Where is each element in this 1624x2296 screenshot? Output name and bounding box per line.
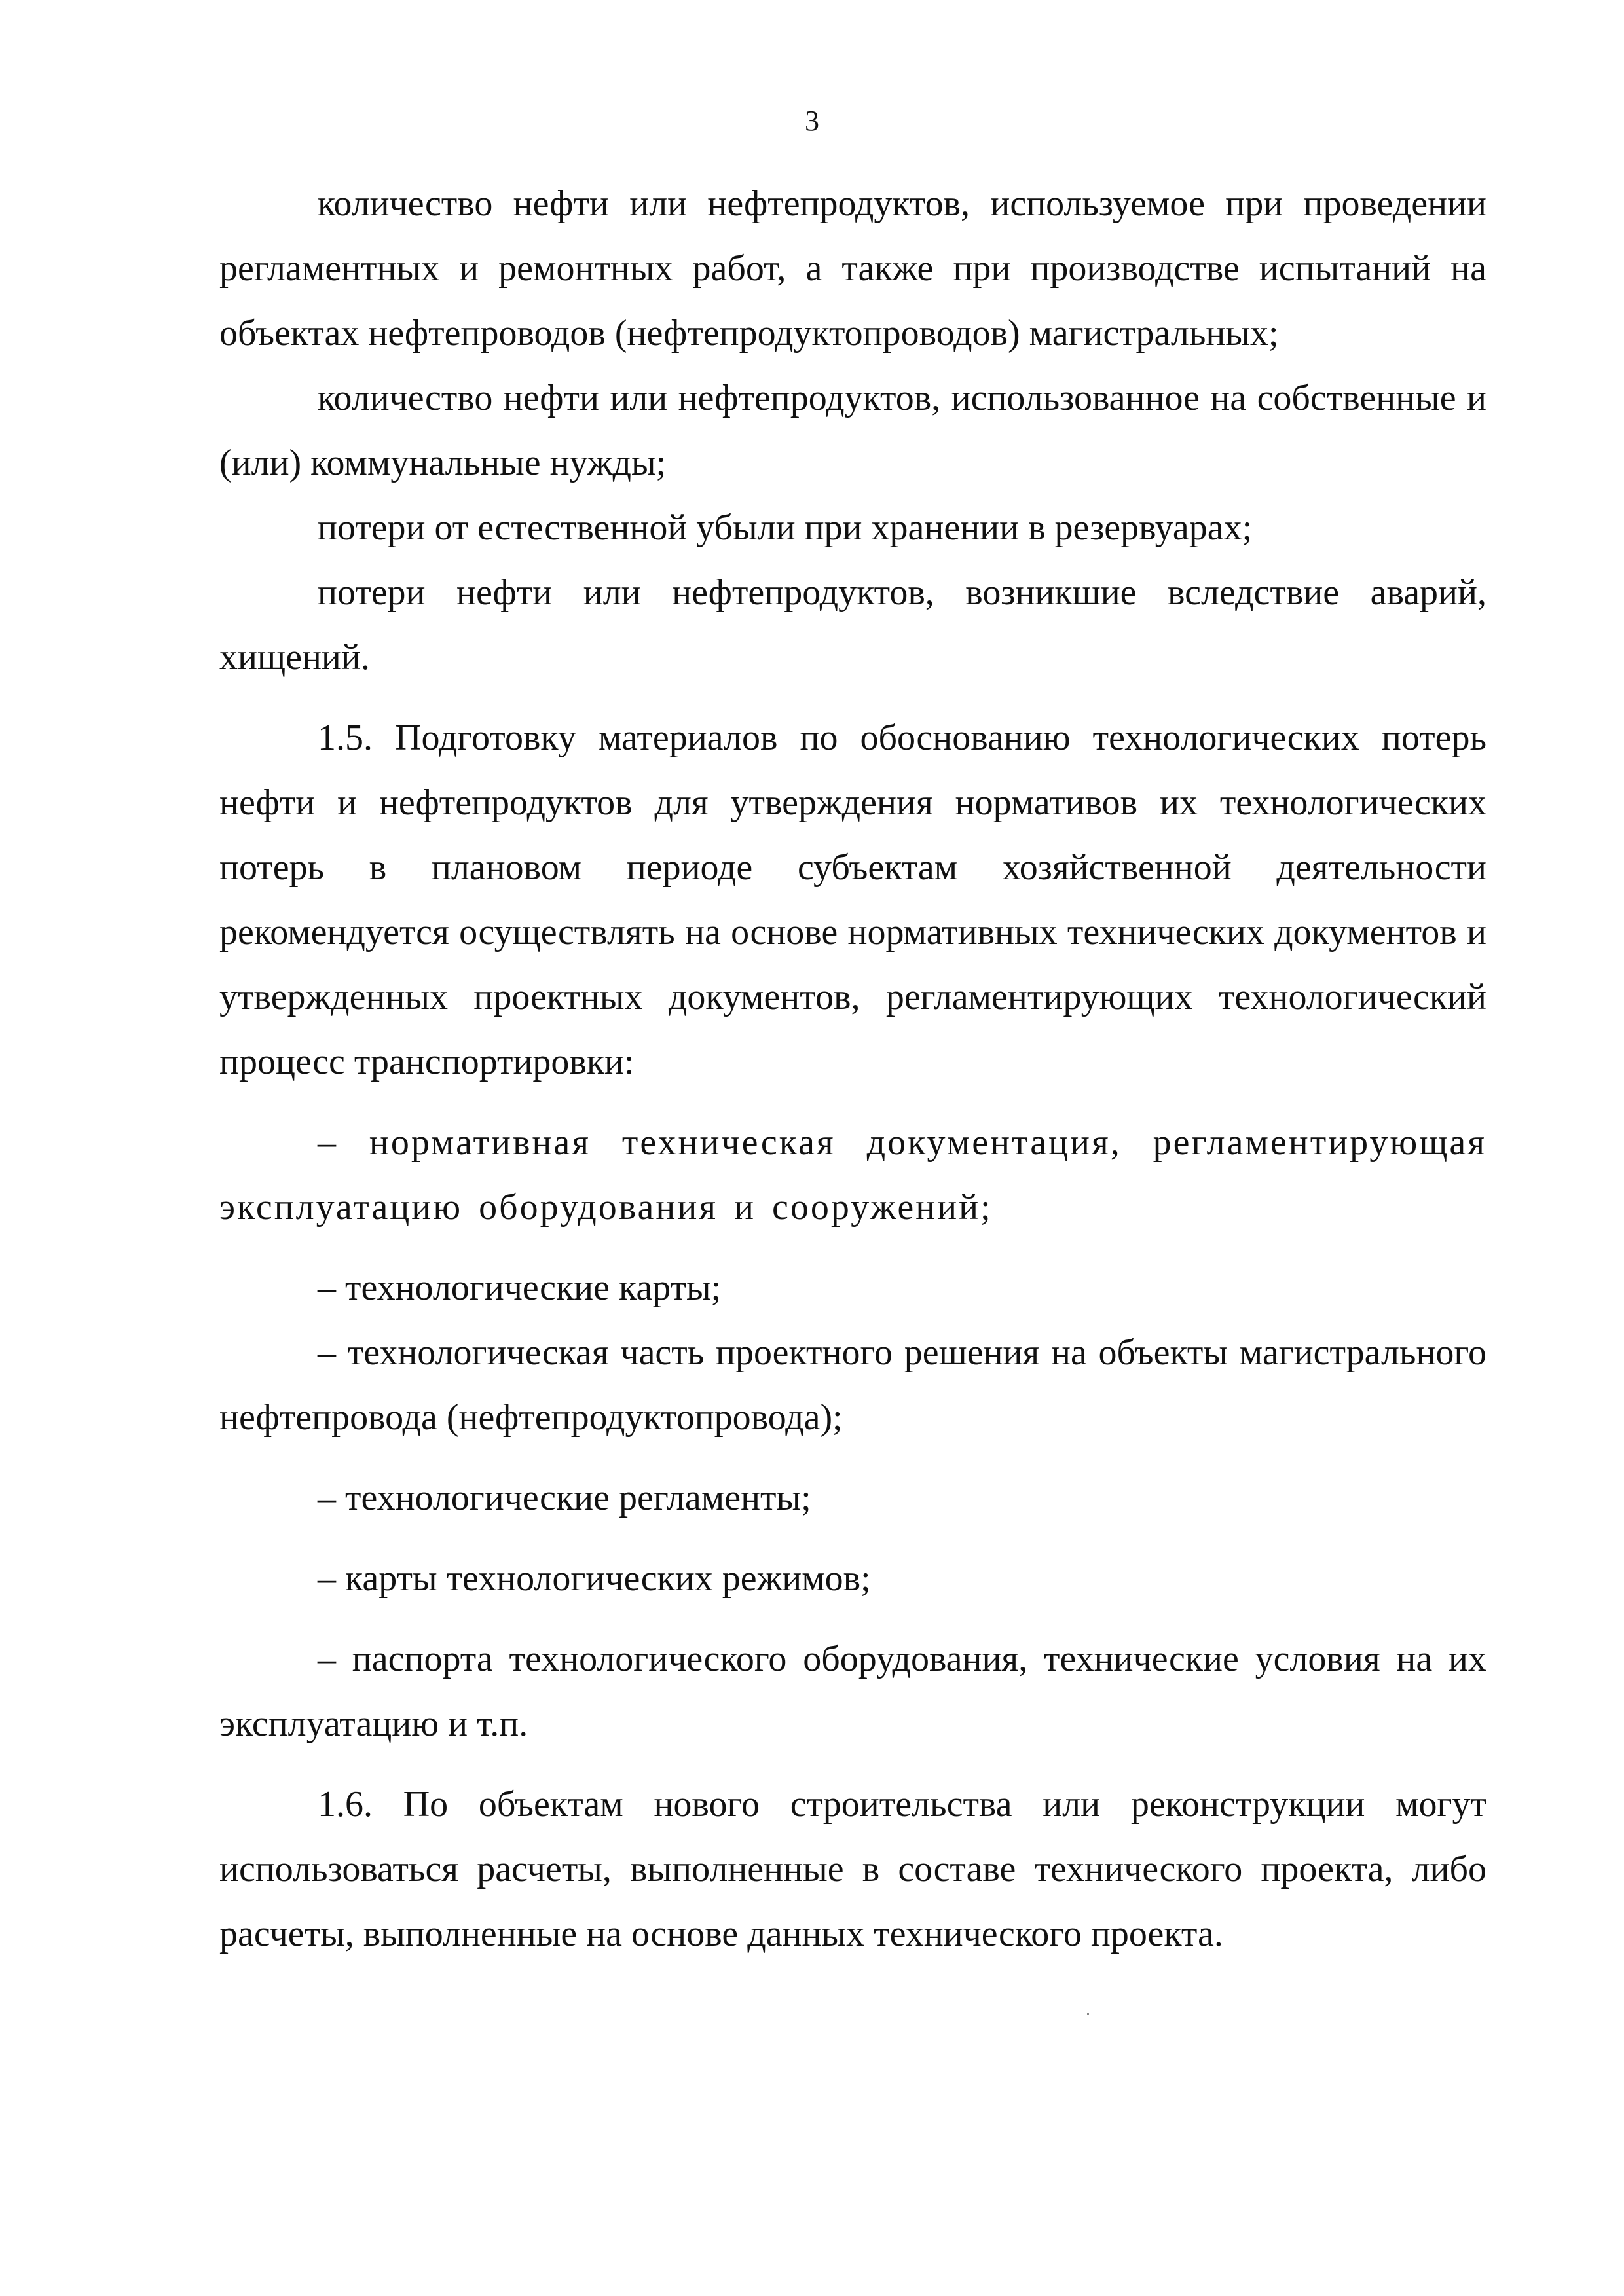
paragraph-oil-quantity-maintenance: количество нефти или нефтепродуктов, используемое при проведении регламентных и ремонтных работ, а также при производстве испытаний на объектах нефтепроводов (нефтепродуктопроводов) магистральных;	[219, 183, 1486, 354]
paragraph-oil-quantity-own-needs: количество нефти или нефтепродуктов, использованное на собственные и (или) коммунальные нужды;	[219, 378, 1486, 483]
paragraph-section-1-6: 1.6. По объектам нового строительства или реконструкции могут использоваться расчеты, выполненные в составе технического проекта, либо расчеты, выполненные на основе данных технического проекта.	[219, 1784, 1486, 1954]
scan-artifact-dot	[1087, 2013, 1089, 2015]
list-item-technological-regulations: – технологические регламенты;	[318, 1478, 811, 1518]
list-item-technological-maps: – технологические карты;	[318, 1267, 722, 1308]
list-item-normative-documentation: – нормативная техническая документация, регламентирующая эксплуатацию оборудования и сооружений;	[219, 1122, 1486, 1228]
paragraph-natural-loss-storage: потери от естественной убыли при хранении в резервуарах;	[318, 507, 1253, 548]
paragraph-accident-theft-losses: потери нефти или нефтепродуктов, возникшие вследствие аварий, хищений.	[219, 572, 1486, 678]
list-item-technological-mode-maps: – карты технологических режимов;	[318, 1558, 871, 1599]
document-body	[219, 172, 1486, 1967]
paragraph-section-1-5: 1.5. Подготовку материалов по обоснованию технологических потерь нефти и нефтепродуктов для утверждения нормативов их технологических потерь в плановом периоде субъектам хозяйственной деятельности рекомендуется осуществлять на основе нормативных технических документов и утвержденных проектных документов, регламентирующих технологический процесс транспортировки:	[219, 718, 1486, 1082]
list-item-equipment-passports: – паспорта технологического оборудования, технические условия на их эксплуатацию и т.п.	[219, 1639, 1486, 1744]
list-item-project-technological-part: – технологическая часть проектного решения на объекты магистрального нефтепровода (нефтепродуктопровода);	[219, 1332, 1486, 1438]
page-number: 3	[805, 105, 819, 137]
